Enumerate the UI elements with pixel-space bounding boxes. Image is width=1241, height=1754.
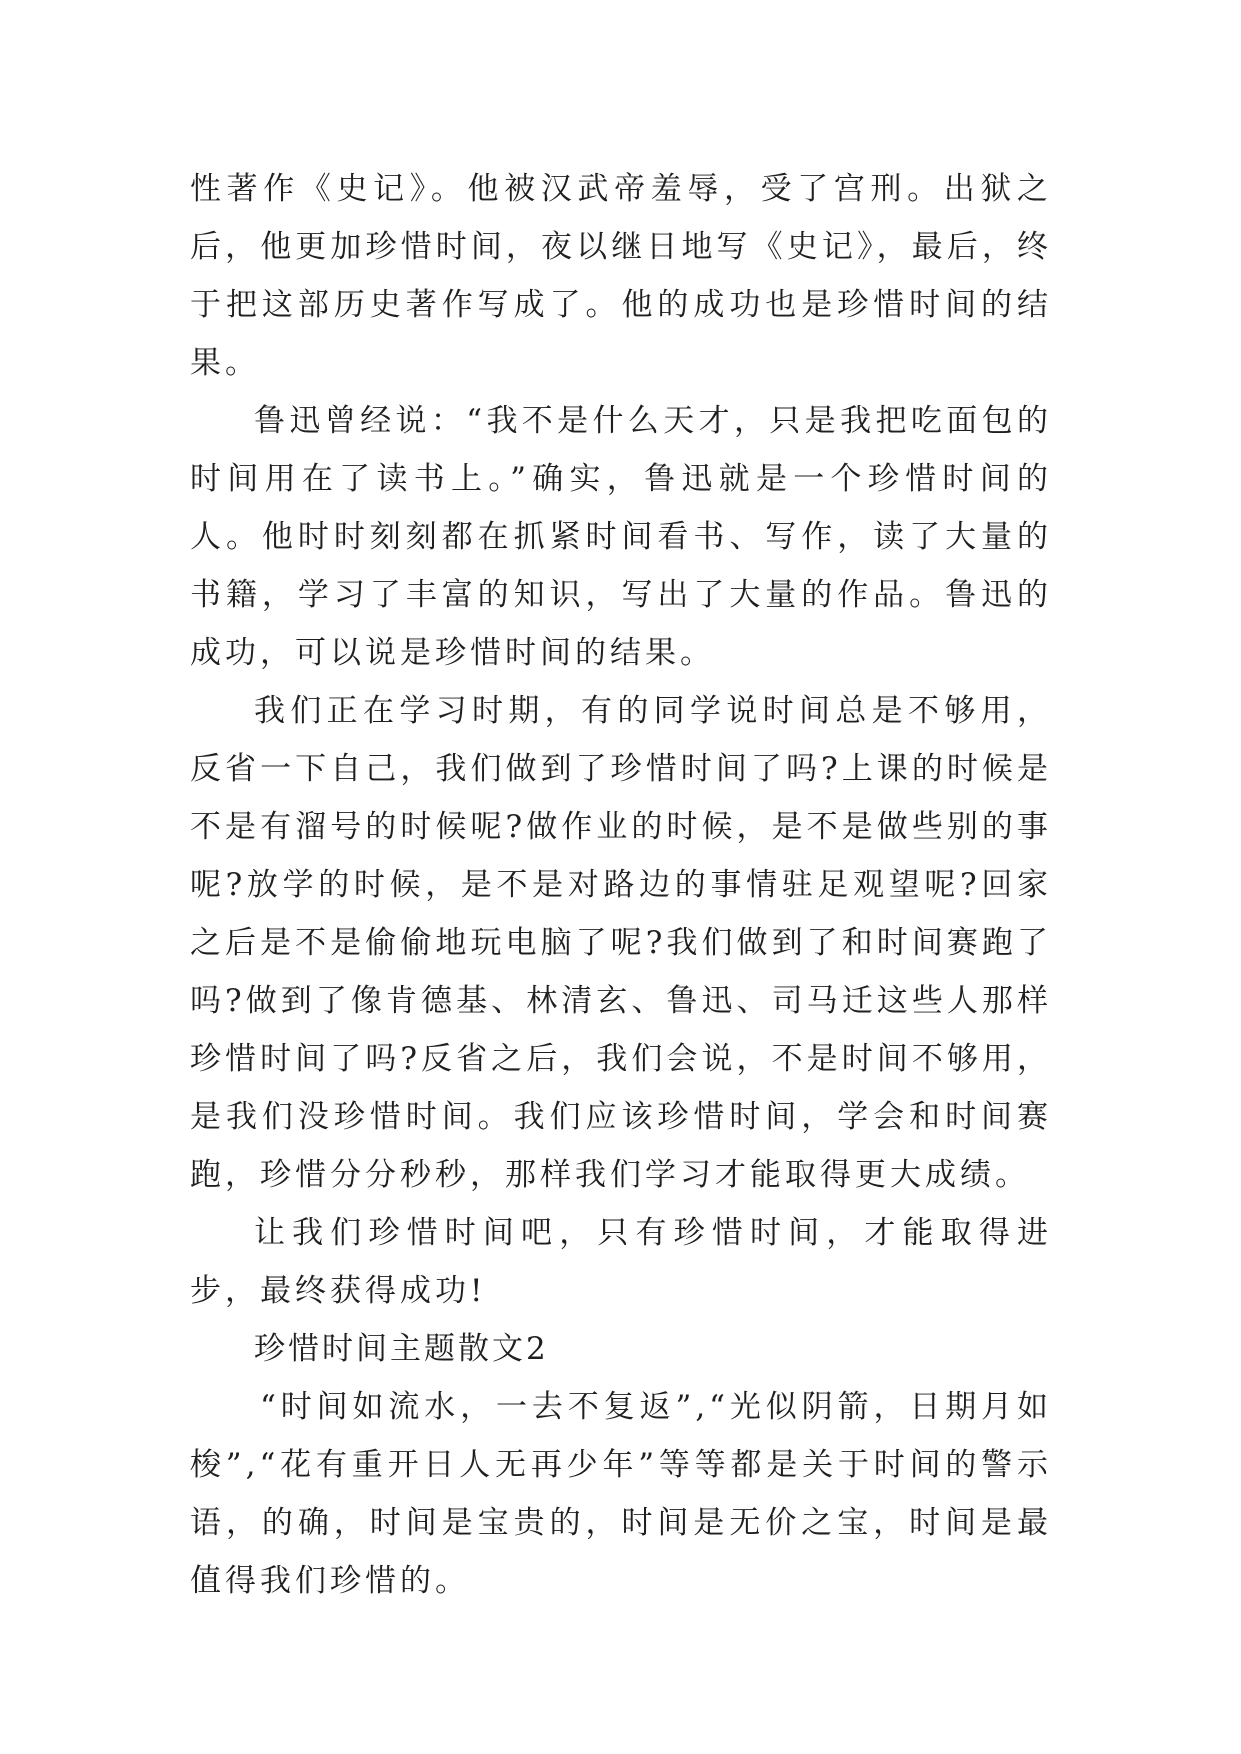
document-page bbox=[190, 160, 1052, 1610]
paragraph-reflection: 我们正在学习时期，有的同学说时间总是不够用，反省一下自己，我们做到了珍惜时间了吗?上课的时候是不是有溜号的时候呢?做作业的时候，是不是做些别的事呢?放学的时候，是不是对路边的事情驻足观望呢?回家之后是不是偷偷地玩电脑了呢?我们做到了和时间赛跑了吗?做到了像肯德基、林清玄、鲁迅、司马迁这些人那样珍惜时间了吗?反省之后，我们会说，不是时间不够用，是我们没珍惜时间。我们应该珍惜时间，学会和时间赛跑，珍惜分分秒秒，那样我们学习才能取得更大成绩。 bbox=[190, 693, 1052, 1193]
section-heading: 珍惜时间主题散文2 bbox=[254, 1331, 549, 1367]
paragraph-time-proverbs: “时间如流水，一去不复返”,“光似阴箭，日期月如梭”,“花有重开日人无再少年”等等都是关于时间的警示语，的确，时间是宝贵的，时间是无价之宝，时间是最值得我们珍惜的。 bbox=[190, 1389, 1052, 1599]
paragraph-lu-xun: 鲁迅曾经说：“我不是什么天才，只是我把吃面包的时间用在了读书上。”确实，鲁迅就是一个珍惜时间的人。他时时刻刻都在抓紧时间看书、写作，读了大量的书籍，学习了丰富的知识，写出了大量的作品。鲁迅的成功，可以说是珍惜时间的结果。 bbox=[190, 403, 1052, 671]
paragraph-conclusion: 让我们珍惜时间吧，只有珍惜时间，才能取得进步，最终获得成功! bbox=[190, 1215, 1052, 1309]
paragraph-sima-qian: 性著作《史记》。他被汉武帝羞辱，受了宫刑。出狱之后，他更加珍惜时间，夜以继日地写《史记》，最后，终于把这部历史著作写成了。他的成功也是珍惜时间的结果。 bbox=[190, 171, 1052, 381]
